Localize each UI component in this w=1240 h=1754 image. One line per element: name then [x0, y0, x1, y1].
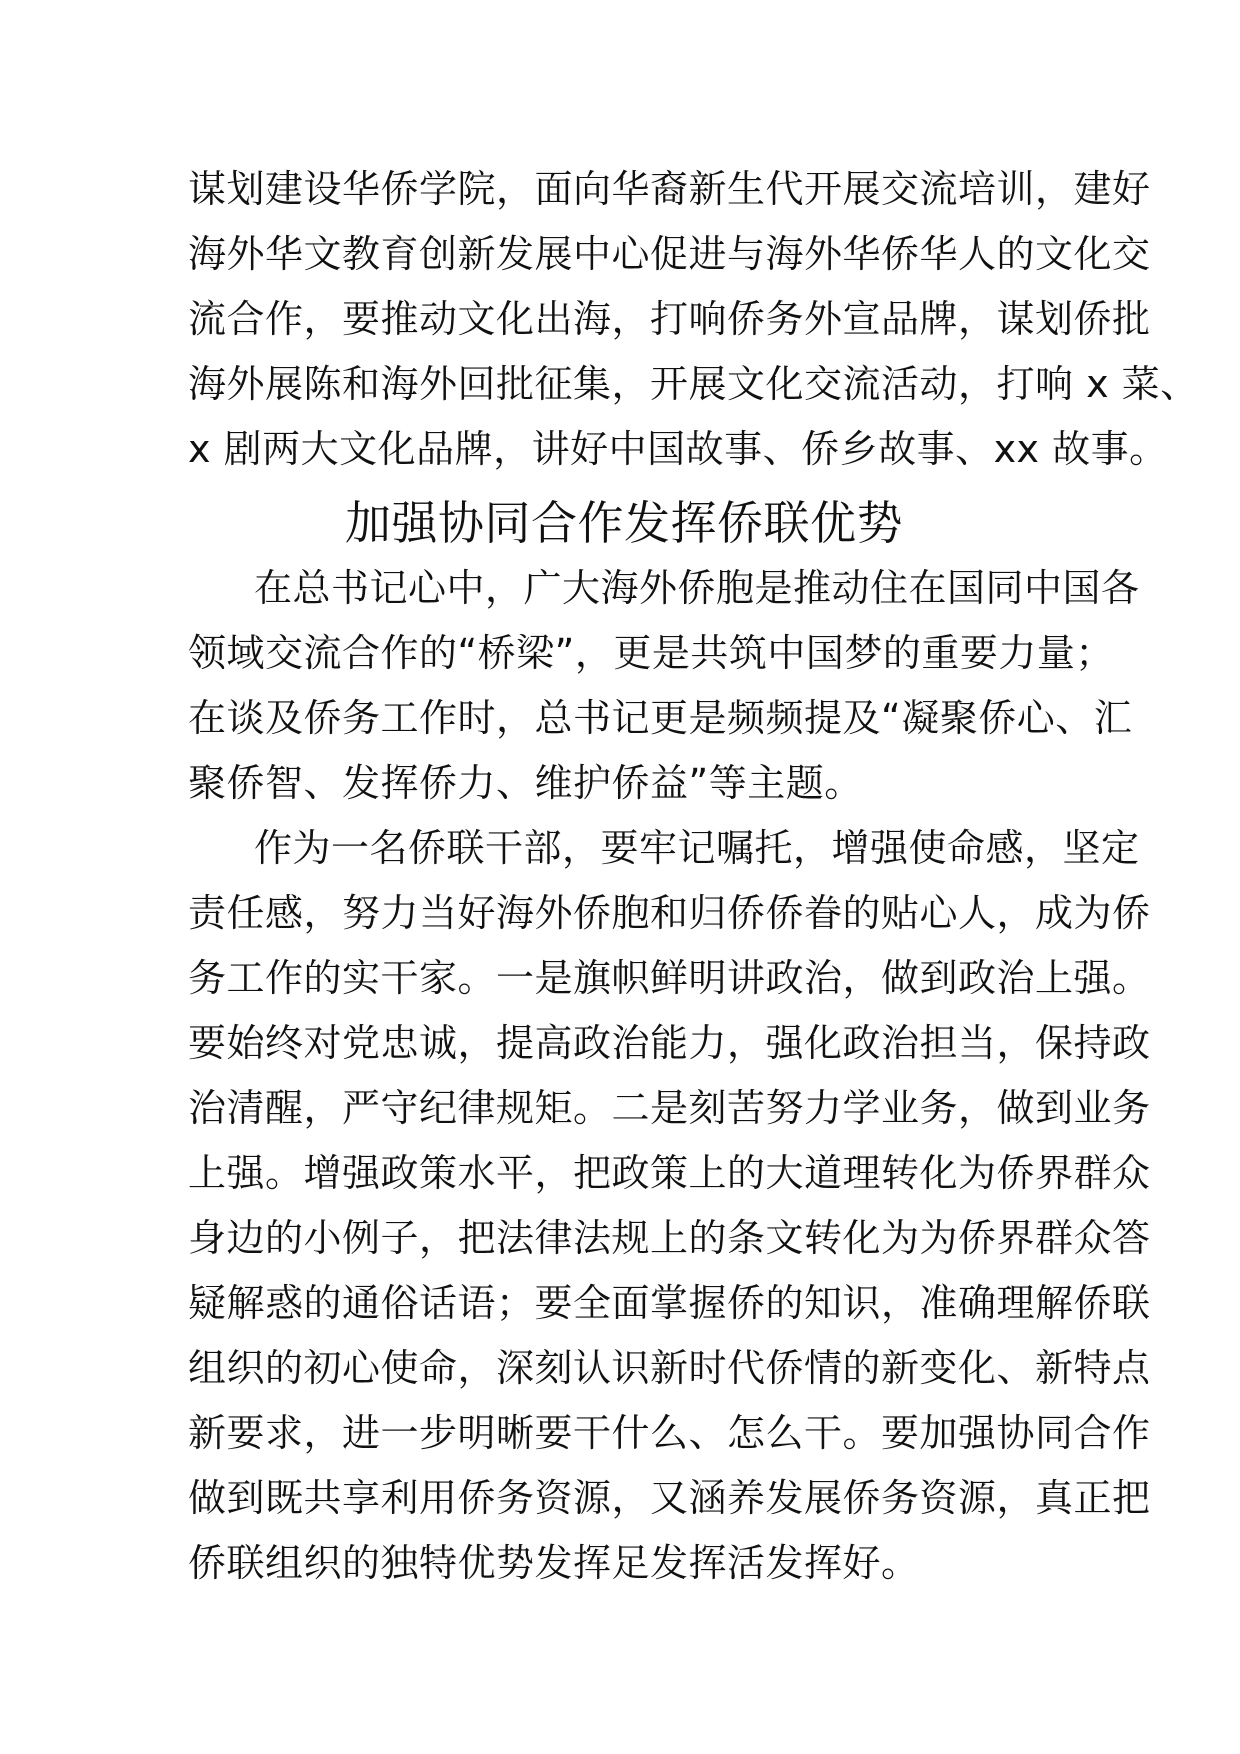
text-line: 流合作，要推动文化出海，打响侨务外宣品牌，谋划侨批	[188, 297, 1151, 341]
section-title: 加强协同合作发挥侨联优势	[345, 496, 903, 550]
paragraph-2	[188, 816, 1151, 1596]
text-line: 新要求，进一步明晰要干什么、怎么干。要加强协同合作	[188, 1411, 1151, 1455]
text-line: 作为一名侨联干部，要牢记嘱托，增强使命感，坚定	[254, 826, 1140, 870]
text-line: 治清醒，严守纪律规矩。二是刻苦努力学业务，做到业务	[188, 1086, 1151, 1130]
text-line: 身边的小例子，把法律法规上的条文转化为为侨界群众答	[188, 1216, 1151, 1260]
text-line: 务工作的实干家。一是旗帜鲜明讲政治，做到政治上强。	[188, 956, 1151, 1000]
text-line: 谋划建设华侨学院，面向华裔新生代开展交流培训，建好	[188, 167, 1151, 211]
text-line: 要始终对党忠诚，提高政治能力，强化政治担当，保持政	[188, 1021, 1151, 1065]
text-line: 在总书记心中，广大海外侨胞是推动住在国同中国各	[254, 566, 1140, 610]
text-line: 组织的初心使命，深刻认识新时代侨情的新变化、新特点	[188, 1346, 1151, 1390]
text-line: 做到既共享利用侨务资源，又涵养发展侨务资源，真正把	[188, 1476, 1151, 1520]
text-line: 聚侨智、发挥侨力、维护侨益”等主题。	[188, 761, 863, 805]
text-line: x 剧两大文化品牌，讲好中国故事、侨乡故事、xx 故事。	[188, 427, 1168, 471]
paragraph-1	[188, 556, 1140, 816]
text-line: 责任感，努力当好海外侨胞和归侨侨眷的贴心人，成为侨	[188, 891, 1151, 935]
intro-paragraph	[188, 157, 1199, 482]
text-line: 在谈及侨务工作时，总书记更是频频提及“凝聚侨心、汇	[188, 696, 1133, 740]
text-line: 疑解惑的通俗话语；要全面掌握侨的知识，准确理解侨联	[188, 1281, 1151, 1325]
text-line: 领域交流合作的“桥梁”，更是共筑中国梦的重要力量；	[188, 631, 1114, 675]
text-line: 上强。增强政策水平，把政策上的大道理转化为侨界群众	[188, 1151, 1151, 1195]
text-line: 侨联组织的独特优势发挥足发挥活发挥好。	[188, 1541, 920, 1585]
text-line: 海外展陈和海外回批征集，开展文化交流活动，打响 x 菜、	[188, 362, 1199, 406]
text-line: 海外华文教育创新发展中心促进与海外华侨华人的文化交	[188, 232, 1151, 276]
